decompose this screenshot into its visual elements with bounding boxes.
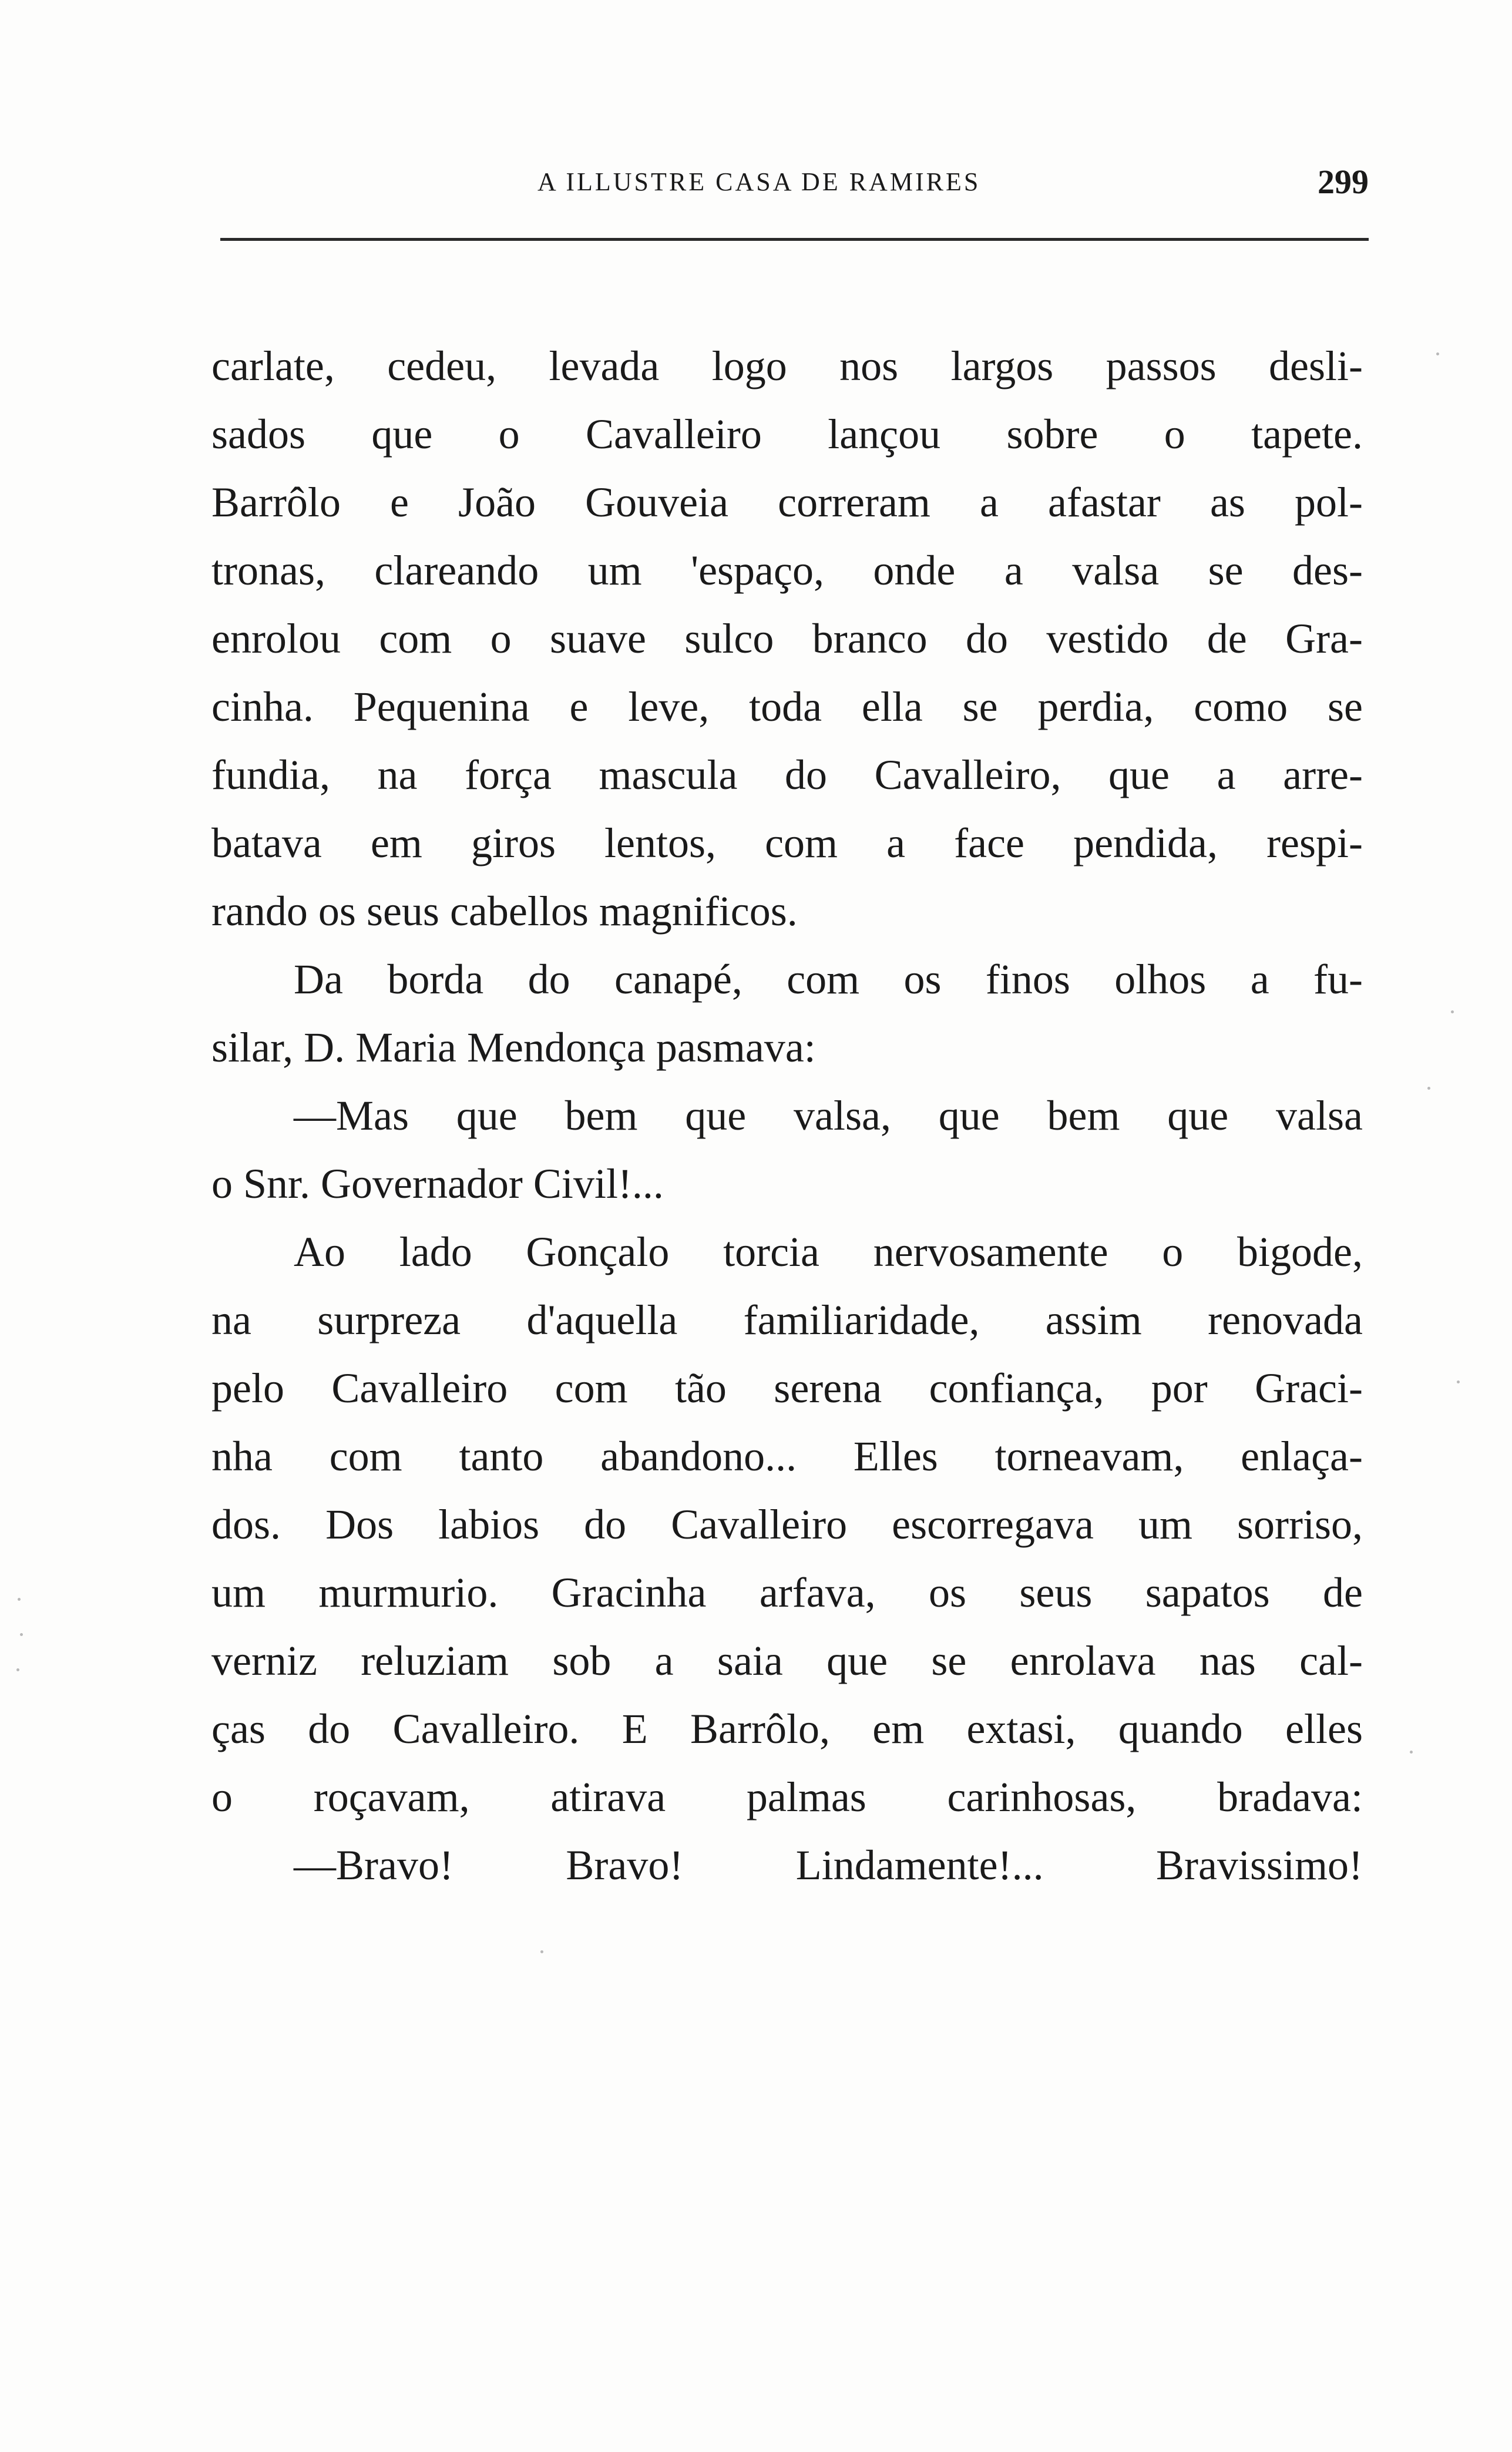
text-line: enrolou com o suave sulco branco do vestido de Gra- xyxy=(211,615,1363,662)
text-line: nha com tanto abandono... Elles torneavam, enlaça- xyxy=(211,1433,1363,1480)
text-line: —Mas que bem que valsa, que bem que valsa xyxy=(294,1092,1363,1139)
text-line: Ao lado Gonçalo torcia nervosamente o bigode, xyxy=(294,1228,1363,1275)
text-line: o Snr. Governador Civil!... xyxy=(211,1160,664,1207)
page-number: 299 xyxy=(1318,163,1369,201)
text-line: ças do Cavalleiro. E Barrôlo, em extasi, quando elles xyxy=(211,1705,1363,1752)
scan-speck xyxy=(1427,1087,1430,1090)
scan-speck xyxy=(1410,1751,1413,1754)
text-line: fundia, na força mascula do Cavalleiro, que a arre- xyxy=(211,751,1363,798)
running-title: A ILLUSTRE CASA DE RAMIRES xyxy=(537,167,981,196)
text-line: Da borda do canapé, com os finos olhos a fu- xyxy=(294,956,1363,1003)
text-line: cinha. Pequenina e leve, toda ella se perdia, como se xyxy=(211,683,1363,730)
text-line: o roçavam, atirava palmas carinhosas, bradava: xyxy=(211,1773,1363,1820)
body-text xyxy=(211,332,1363,1899)
text-line: rando os seus cabellos magnificos. xyxy=(211,888,798,935)
text-line: tronas, clareando um 'espaço, onde a valsa se des- xyxy=(211,547,1363,594)
scan-speck xyxy=(16,1668,19,1671)
scan-speck xyxy=(20,1633,23,1636)
scan-speck xyxy=(18,1598,21,1601)
scan-speck xyxy=(1457,1380,1460,1383)
text-line: —Bravo! Bravo! Lindamente!... Bravissimo! xyxy=(294,1842,1363,1889)
running-head xyxy=(217,159,1369,206)
scan-speck xyxy=(1451,1010,1454,1013)
text-line: Barrôlo e João Gouveia correram a afastar as pol- xyxy=(211,479,1363,526)
text-line: silar, D. Maria Mendonça pasmava: xyxy=(211,1024,816,1071)
text-line: um murmurio. Gracinha arfava, os seus sapatos de xyxy=(211,1569,1363,1616)
scan-speck xyxy=(540,1950,543,1953)
header-rule xyxy=(220,238,1369,241)
text-line: na surpreza d'aquella familiaridade, assim renovada xyxy=(211,1296,1363,1343)
scan-speck xyxy=(1436,352,1439,355)
text-line: pelo Cavalleiro com tão serena confiança, por Graci- xyxy=(211,1365,1363,1412)
text-line: dos. Dos labios do Cavalleiro escorregava um sorriso, xyxy=(211,1501,1363,1548)
text-line: verniz reluziam sob a saia que se enrolava nas cal- xyxy=(211,1637,1363,1684)
text-line: sados que o Cavalleiro lançou sobre o tapete. xyxy=(211,411,1363,458)
text-line: carlate, cedeu, levada logo nos largos passos desli- xyxy=(211,342,1363,389)
text-line: batava em giros lentos, com a face pendida, respi- xyxy=(211,819,1363,866)
